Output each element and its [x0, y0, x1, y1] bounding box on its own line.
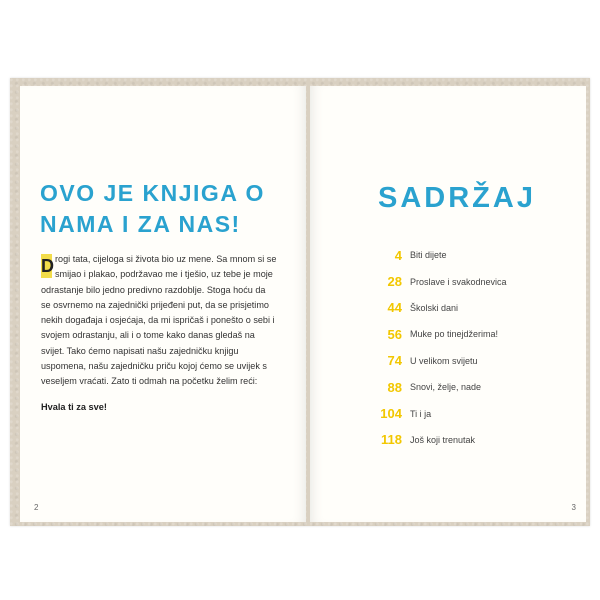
toc-chapter-title: U velikom svijetu [410, 355, 478, 366]
title-line: NAMA I ZA NAS! [40, 211, 241, 237]
title-line: OVO JE KNJIGA O [40, 180, 265, 206]
toc-title: SADRŽAJ [378, 182, 536, 214]
signoff: Hvala ti za sve! [41, 402, 107, 412]
toc-chapter-title: Muke po tinejdžerima! [410, 329, 499, 340]
drop-cap: D [41, 256, 54, 276]
toc-chapter-title: Proslave i svakodnevica [410, 276, 507, 287]
toc-page-number: 118 [381, 432, 402, 448]
page-number-right: 3 [571, 503, 576, 512]
toc-item [350, 374, 570, 400]
toc-item [350, 321, 570, 347]
toc-item [350, 295, 570, 321]
toc-page-number: 88 [387, 379, 402, 395]
toc-item [350, 427, 570, 453]
toc-page-number: 4 [394, 247, 402, 263]
toc-item [350, 400, 570, 426]
toc-page-number: 104 [380, 406, 402, 422]
toc-chapter-title: Ti i ja [410, 408, 432, 419]
left-page-title [40, 178, 290, 240]
toc-chapter-title: Biti dijete [410, 250, 447, 261]
page-number-left: 2 [34, 503, 39, 512]
intro-text: rogi tata, cijeloga si života bio uz mene. Sa mnom si se smijao i plakao, podržavao me i tješio, uz tebe je moje odrastanje bilo jedno predivno razdoblje. Stoga hoću da se osvrnemo na zajednički prijeđeni put, da se prisjetimo nekih događaja i osjećaja, da mi ispričaš i ponešto o sebi i svojem odrastanju, ali i o tome kako danas gledaš na svijet. Tako ćemo napisati našu zajedničku knjigu uspomena, našu zajedničku priču kojoj ćemo se uvijek s veseljem vraćati. Zato ti odmah na početku želim reći: [41, 254, 277, 387]
book-spread [10, 78, 590, 526]
toc-chapter-title: Snovi, želje, nade [410, 382, 482, 393]
toc-page-number: 74 [387, 353, 402, 369]
right-page [310, 86, 586, 522]
left-page [20, 86, 306, 522]
intro-paragraph [41, 252, 277, 390]
toc-item [350, 348, 570, 374]
toc-page-number: 28 [387, 274, 402, 290]
toc-chapter-title: Još koji trenutak [410, 434, 476, 445]
table-of-contents [350, 242, 570, 453]
toc-item [350, 242, 570, 268]
toc-chapter-title: Školski dani [410, 302, 459, 313]
toc-item [350, 268, 570, 294]
toc-page-number: 56 [387, 326, 402, 342]
toc-page-number: 44 [387, 300, 402, 316]
